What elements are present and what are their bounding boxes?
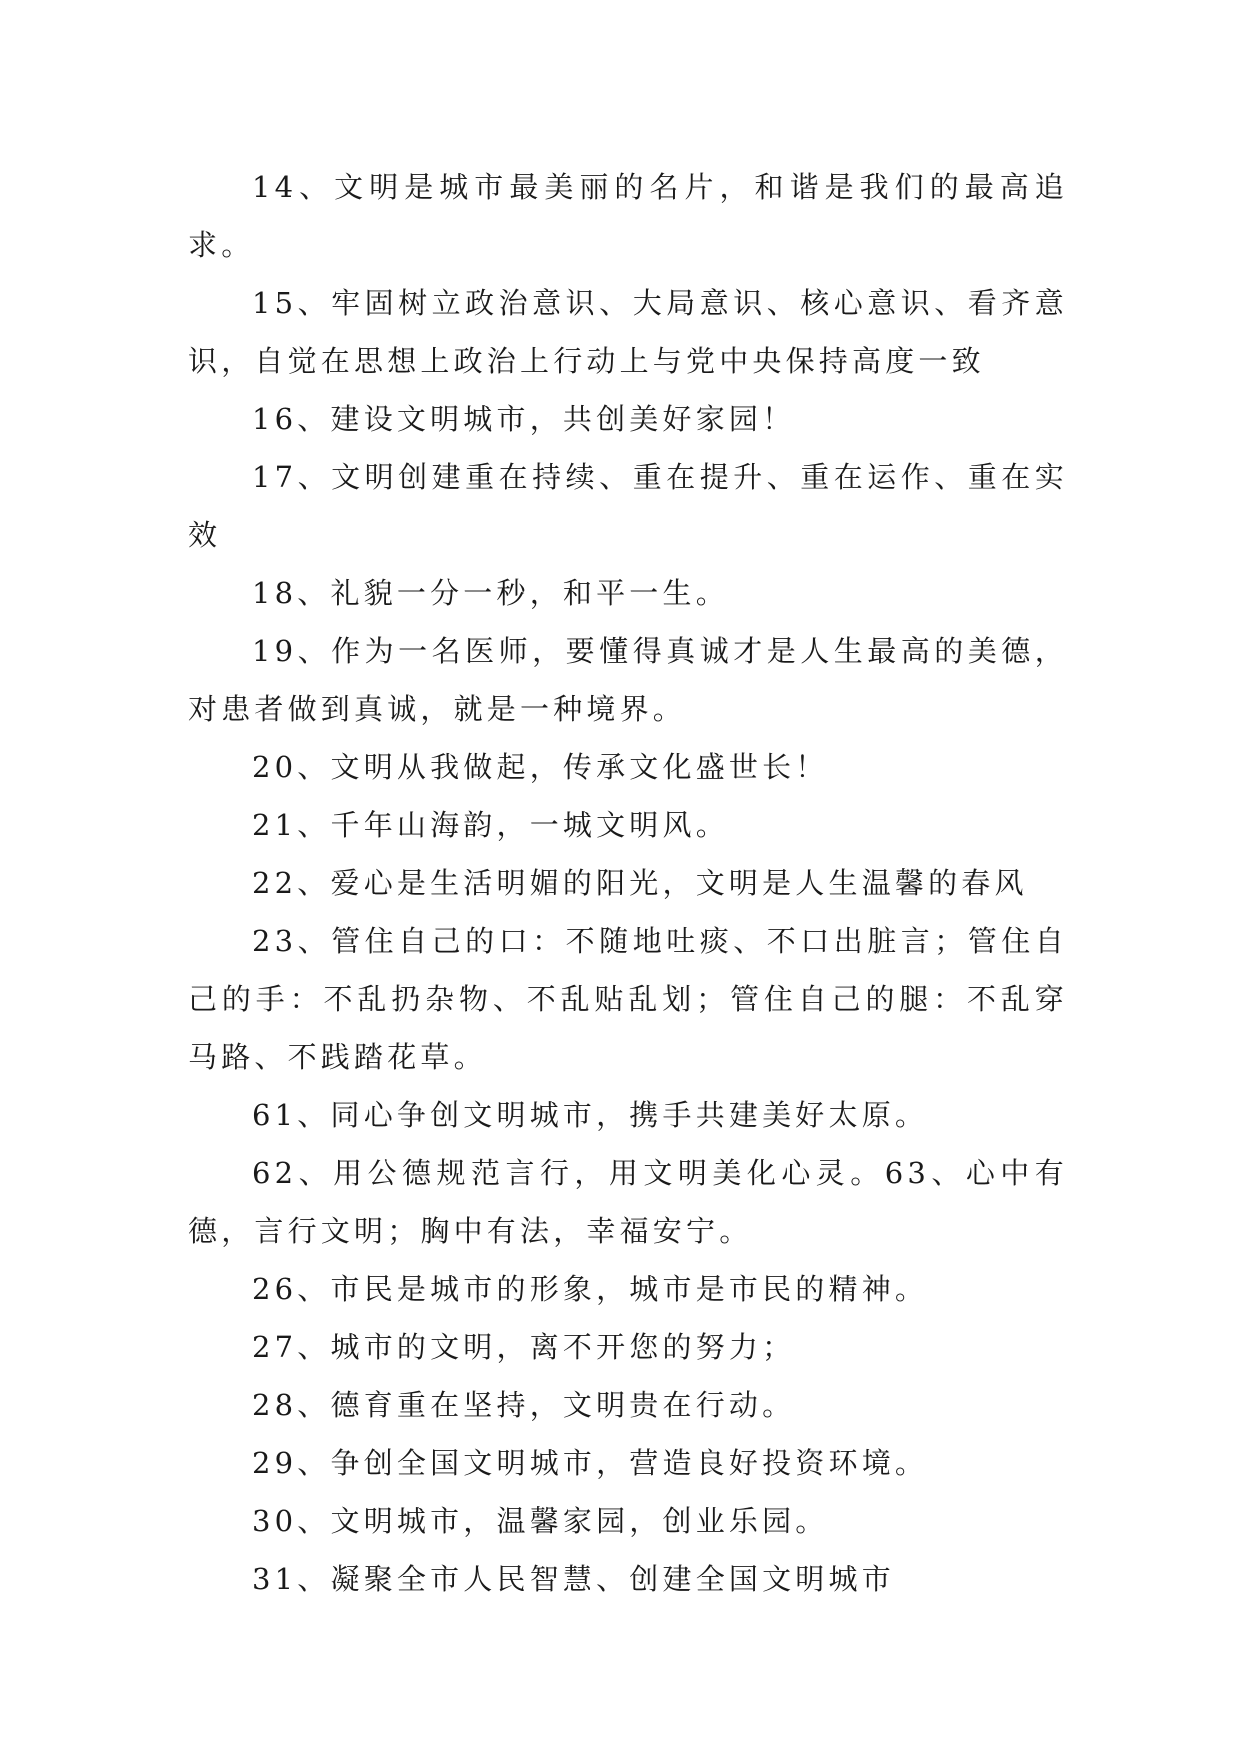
paragraph-16: 16、建设文明城市，共创美好家园！ <box>252 402 796 436</box>
paragraph-23: 23、管住自己的口：不随地吐痰、不口出脏言；管住自己的手：不乱扔杂物、不乱贴乱划；管住自己的腿：不乱穿马路、不践踏花草。 <box>188 924 1068 1074</box>
paragraph-20: 20、文明从我做起，传承文化盛世长！ <box>252 750 829 784</box>
paragraph-28: 28、德育重在坚持，文明贵在行动。 <box>252 1388 796 1422</box>
paragraph-14: 14、文明是城市最美丽的名片，和谐是我们的最高追求。 <box>188 170 1068 262</box>
paragraph-61: 61、同心争创文明城市，携手共建美好太原。 <box>252 1098 929 1132</box>
paragraph-62: 62、用公德规范言行，用文明美化心灵。63、心中有德，言行文明；胸中有法，幸福安宁。 <box>188 1156 1068 1248</box>
paragraph-29: 29、争创全国文明城市，营造良好投资环境。 <box>252 1446 929 1480</box>
paragraph-26: 26、市民是城市的形象，城市是市民的精神。 <box>252 1272 929 1306</box>
paragraph-19: 19、作为一名医师，要懂得真诚才是人生最高的美德，对患者做到真诚，就是一种境界。 <box>188 634 1068 726</box>
paragraph-27: 27、城市的文明，离不开您的努力； <box>252 1330 796 1364</box>
paragraph-21: 21、千年山海韵，一城文明风。 <box>252 808 729 842</box>
paragraph-22: 22、爱心是生活明媚的阳光，文明是人生温馨的春风 <box>252 866 1028 900</box>
paragraph-15: 15、牢固树立政治意识、大局意识、核心意识、看齐意识，自觉在思想上政治上行动上与党中央保持高度一致 <box>188 286 1068 378</box>
paragraph-18: 18、礼貌一分一秒，和平一生。 <box>252 576 729 610</box>
paragraph-17: 17、文明创建重在持续、重在提升、重在运作、重在实效 <box>188 460 1068 552</box>
document-body <box>188 158 1068 1608</box>
paragraph-30: 30、文明城市，温馨家园，创业乐园。 <box>252 1504 829 1538</box>
paragraph-31: 31、凝聚全市人民智慧、创建全国文明城市 <box>252 1562 895 1596</box>
